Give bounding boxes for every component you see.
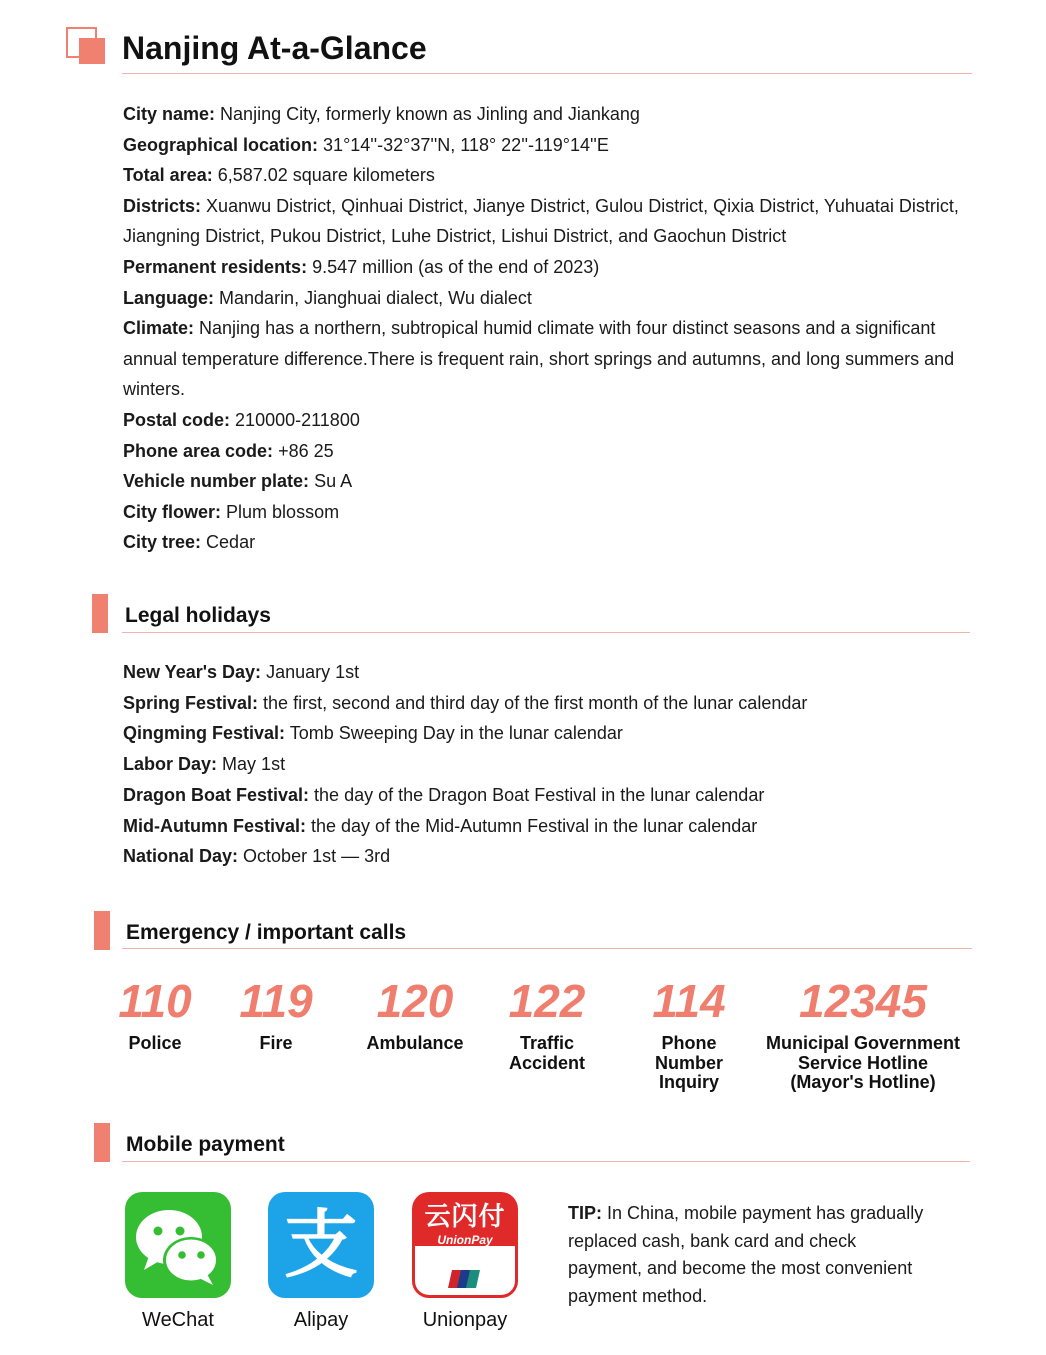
page-title: Nanjing At-a-Glance (122, 30, 427, 66)
call-label: Municipal Government Service Hotline (Mayor's Hotline) (765, 1033, 961, 1092)
info-total-area: Total area: 6,587.02 square kilometers (123, 165, 435, 186)
call-ambulance (355, 972, 475, 1054)
section-marker (94, 911, 110, 950)
call-label: Police (128, 1033, 182, 1053)
holiday-item: Labor Day: May 1st (123, 754, 286, 775)
info-climate: Climate: Nanjing has a northern, subtropical humid climate with four distinct seasons and a significant annual temperature difference.There is frequent rain, short springs and autumns, and long summers and winters. (123, 318, 955, 400)
payment-heading: Mobile payment (126, 1133, 285, 1156)
info-city-name: City name: Nanjing City, formerly known as Jinling and Jiankang (123, 104, 640, 124)
call-fire (230, 972, 322, 1054)
holiday-list (123, 657, 973, 872)
info-postal-code: Postal code: 210000-211800 (123, 409, 360, 430)
unionpay-icon: 云闪付 UnionPay (412, 1192, 518, 1298)
call-label: Phone Number Inquiry (654, 1033, 723, 1092)
call-number: 120 (376, 975, 454, 1027)
call-number: 122 (508, 975, 586, 1027)
section-marker (94, 1123, 110, 1162)
payment-unionpay (412, 1192, 518, 1332)
wechat-icon (125, 1192, 231, 1298)
info-districts: Districts: Xuanwu District, Qinhuai District, Jianye District, Gulou District, Qixia District, Yuhuatai District, Jiangning District, Pukou District, Luhe District, Lishui District, and Gaochun District (123, 195, 959, 247)
city-info-list (123, 99, 973, 558)
info-language: Language: Mandarin, Jianghuai dialect, Wu dialect (123, 287, 532, 308)
title-divider (122, 73, 972, 74)
call-police (104, 972, 206, 1054)
info-geo-location: Geographical location: 31°14''-32°37''N, 118° 22''-119°14''E (123, 134, 609, 155)
call-label: Ambulance (366, 1033, 464, 1053)
holiday-item: Spring Festival: the first, second and third day of the first month of the lunar calendar (123, 692, 808, 713)
call-traffic-accident (496, 972, 598, 1073)
info-city-tree: City tree: Cedar (123, 532, 256, 553)
payment-alipay (268, 1192, 374, 1332)
call-label: Fire (259, 1033, 293, 1053)
call-number: 114 (652, 975, 726, 1027)
calls-divider (122, 948, 972, 949)
holiday-item: Qingming Festival: Tomb Sweeping Day in the lunar calendar (123, 723, 623, 744)
calls-heading: Emergency / important calls (126, 921, 407, 944)
payment-tip: TIP: In China, mobile payment has gradually replaced cash, bank card and check payment, and become the most convenient payment method. (568, 1203, 924, 1307)
holidays-heading: Legal holidays (125, 604, 271, 627)
call-number: 12345 (799, 975, 927, 1027)
payment-wechat (125, 1192, 231, 1332)
info-plate: Vehicle number plate: Su A (123, 471, 353, 492)
holiday-item: National Day: October 1st — 3rd (123, 846, 391, 867)
holiday-item: New Year's Day: January 1st (123, 662, 360, 682)
alipay-icon: 支 (268, 1192, 374, 1298)
payment-label: Unionpay (422, 1309, 508, 1331)
holidays-divider (122, 632, 970, 633)
title-decor-icon (66, 27, 106, 65)
call-number: 119 (239, 975, 313, 1027)
call-mayor-hotline (752, 972, 974, 1093)
call-number-inquiry (638, 972, 740, 1093)
info-residents: Permanent residents: 9.547 million (as of the end of 2023) (123, 256, 600, 277)
call-label: Traffic Accident (508, 1033, 586, 1073)
info-phone-code: Phone area code: +86 25 (123, 440, 334, 461)
payment-label: WeChat (142, 1309, 214, 1331)
holiday-item: Mid-Autumn Festival: the day of the Mid-Autumn Festival in the lunar calendar (123, 815, 758, 836)
payment-label: Alipay (293, 1309, 349, 1331)
info-city-flower: City flower: Plum blossom (123, 501, 340, 522)
section-marker (92, 594, 108, 633)
holiday-item: Dragon Boat Festival: the day of the Dragon Boat Festival in the lunar calendar (123, 784, 765, 805)
call-number: 110 (118, 975, 192, 1027)
payment-divider (122, 1161, 970, 1162)
